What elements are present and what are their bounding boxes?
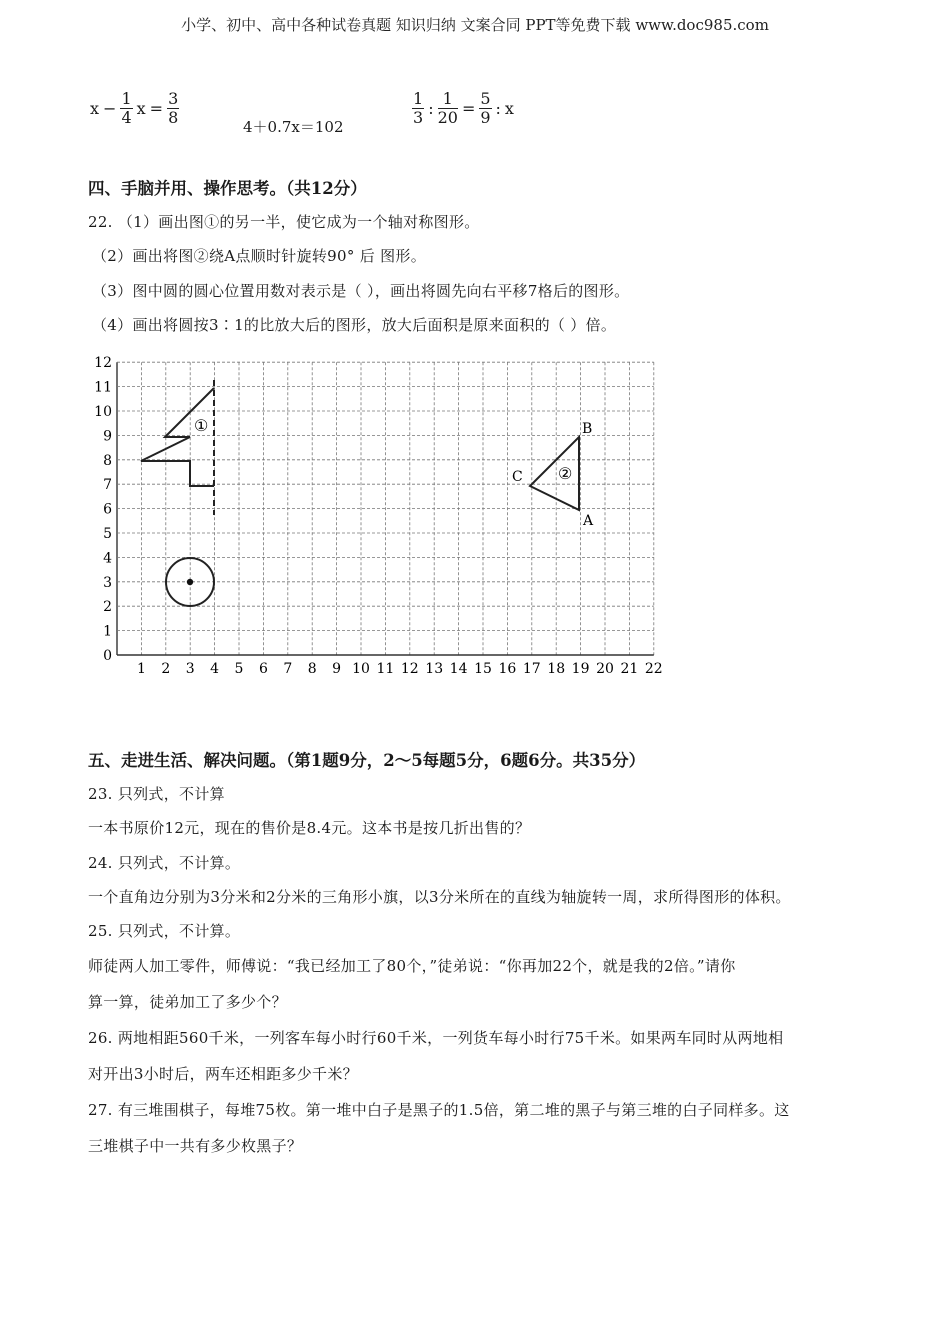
x-axis-tick-label: 11 xyxy=(376,661,395,677)
point-c-label: C xyxy=(512,469,523,485)
eq3-equals: = xyxy=(461,98,476,118)
eq1-f2-numerator: 3 xyxy=(168,89,179,108)
eq3-colon-1: : xyxy=(428,98,434,118)
y-axis-tick-label: 12 xyxy=(94,355,112,372)
x-axis-tick-label: 2 xyxy=(161,661,171,677)
y-axis-tick-label: 0 xyxy=(103,648,112,664)
y-axis-tick-label: 5 xyxy=(103,526,112,542)
page-header: 小学、初中、高中各种试卷真题 知识归纳 文案合同 PPT等免费下载 www.doc985.com xyxy=(181,16,769,34)
y-axis-tick-label: 1 xyxy=(103,623,112,640)
eq1-x2: x xyxy=(136,98,146,118)
point-b-label: B xyxy=(582,421,593,437)
x-axis-tick-label: 9 xyxy=(332,661,342,677)
point-a-label: A xyxy=(583,513,594,529)
eq3-f2-denominator: 20 xyxy=(437,107,458,127)
eq3-x: x xyxy=(504,98,514,118)
question-27-text-2: 三堆棋子中一共有多少枚黑子？ xyxy=(88,1137,303,1155)
question-22-part-2: （2）画出将图②绕A点顺时针旋转90° 后 图形。 xyxy=(92,247,427,265)
x-axis-tick-label: 15 xyxy=(474,661,492,677)
x-axis-tick-label: 19 xyxy=(571,661,590,677)
x-axis-tick-label: 17 xyxy=(522,661,541,677)
eq1-f2-denominator: 8 xyxy=(168,107,179,127)
section-5-title: 五、走进生活、解决问题。（第1题9分，2～5每题5分，6题6分。共35分） xyxy=(88,751,646,770)
eq3-colon-2: : xyxy=(495,98,501,118)
question-22-part-3: （3）图中圆的圆心位置用数对表示是（ ），画出将圆先向右平移7格后的图形。 xyxy=(92,282,630,300)
eq3-f1-numerator: 1 xyxy=(413,89,424,108)
eq1-minus: − xyxy=(103,98,117,118)
figure-2-label: ② xyxy=(558,464,573,483)
eq3-f2-numerator: 1 xyxy=(438,90,458,109)
y-axis-tick-label: 10 xyxy=(94,404,112,420)
y-axis-tick-label: 2 xyxy=(103,599,112,616)
y-axis-tick-label: 11 xyxy=(94,379,112,396)
x-axis-tick-label: 13 xyxy=(425,661,444,677)
eq3-f1-denominator: 3 xyxy=(413,107,424,127)
x-axis-tick-label: 21 xyxy=(620,661,639,677)
x-axis-tick-label: 5 xyxy=(234,661,244,677)
x-axis-tick-label: 20 xyxy=(596,661,614,677)
section-4-title: 四、手脑并用、操作思考。（共12分） xyxy=(88,179,367,198)
question-26-text-1: 26. 两地相距560千米，一列客车每小时行60千米，一列货车每小时行75千米。如果两车同时从两地相 xyxy=(88,1029,784,1047)
y-axis-tick-label: 4 xyxy=(103,550,112,567)
y-axis-tick-label: 6 xyxy=(103,501,112,518)
circle-center-dot xyxy=(187,579,193,585)
x-axis-tick-label: 8 xyxy=(307,661,317,677)
y-axis-tick-label: 8 xyxy=(103,452,112,469)
x-axis-tick-label: 6 xyxy=(258,661,268,677)
eq3-f3-denominator: 9 xyxy=(480,107,491,127)
figure-1-label: ① xyxy=(194,416,209,435)
grid-lines xyxy=(117,362,654,655)
question-22-part-1: 22. （1）画出图①的另一半，使它成为一个轴对称图形。 xyxy=(88,213,480,231)
question-25-text-2: 算一算，徒弟加工了多少个？ xyxy=(88,993,287,1011)
x-axis-tick-label: 18 xyxy=(547,661,566,677)
question-25-text-1: 师徒两人加工零件，师傅说：“我已经加工了80个，”徒弟说：“你再加22个，就是我的2倍。”请你 xyxy=(88,957,736,975)
x-axis-tick-label: 12 xyxy=(400,661,419,677)
question-24-label: 24. 只列式，不计算。 xyxy=(88,854,241,872)
equation-2: 4＋0.7x＝102 xyxy=(243,118,344,136)
axis-labels xyxy=(94,355,663,677)
x-axis-tick-label: 7 xyxy=(283,661,293,677)
x-axis-tick-label: 10 xyxy=(352,661,370,677)
question-22-part-4: （4）画出将圆按3∶1的比放大后的图形，放大后面积是原来面积的（ ）倍。 xyxy=(92,316,617,334)
question-25-label: 25. 只列式，不计算。 xyxy=(88,922,241,940)
eq1-f1-numerator: 1 xyxy=(121,89,132,108)
x-axis-tick-label: 16 xyxy=(498,661,517,677)
eq1-equals: = xyxy=(149,98,164,118)
question-23-text: 一本书原价12元，现在的售价是8.4元。这本书是按几折出售的？ xyxy=(88,819,531,837)
y-axis-tick-label: 3 xyxy=(103,574,112,591)
y-axis-tick-label: 7 xyxy=(103,477,112,494)
x-axis-tick-label: 14 xyxy=(449,661,468,677)
x-axis-tick-label: 22 xyxy=(644,661,663,677)
eq1-f1-denominator: 4 xyxy=(121,107,132,127)
question-24-text: 一个直角边分别为3分米和2分米的三角形小旗，以3分米所在的直线为轴旋转一周，求所得图形的体积。 xyxy=(88,888,791,906)
question-26-text-2: 对开出3小时后，两车还相距多少千米？ xyxy=(88,1065,358,1083)
eq1-x: x xyxy=(90,98,100,118)
question-27-text-1: 27. 有三堆围棋子，每堆75枚。第一堆中白子是黑子的1.5倍，第二堆的黑子与第三堆的白子同样多。这 xyxy=(88,1101,790,1119)
x-axis-tick-label: 3 xyxy=(185,661,195,677)
y-axis-tick-label: 9 xyxy=(103,428,112,445)
x-axis-tick-label: 1 xyxy=(136,661,146,677)
figure-1-half-shape xyxy=(141,388,214,486)
x-axis-tick-label: 4 xyxy=(210,661,220,677)
eq3-f3-numerator: 5 xyxy=(480,89,491,108)
question-23-label: 23. 只列式，不计算 xyxy=(88,785,225,803)
